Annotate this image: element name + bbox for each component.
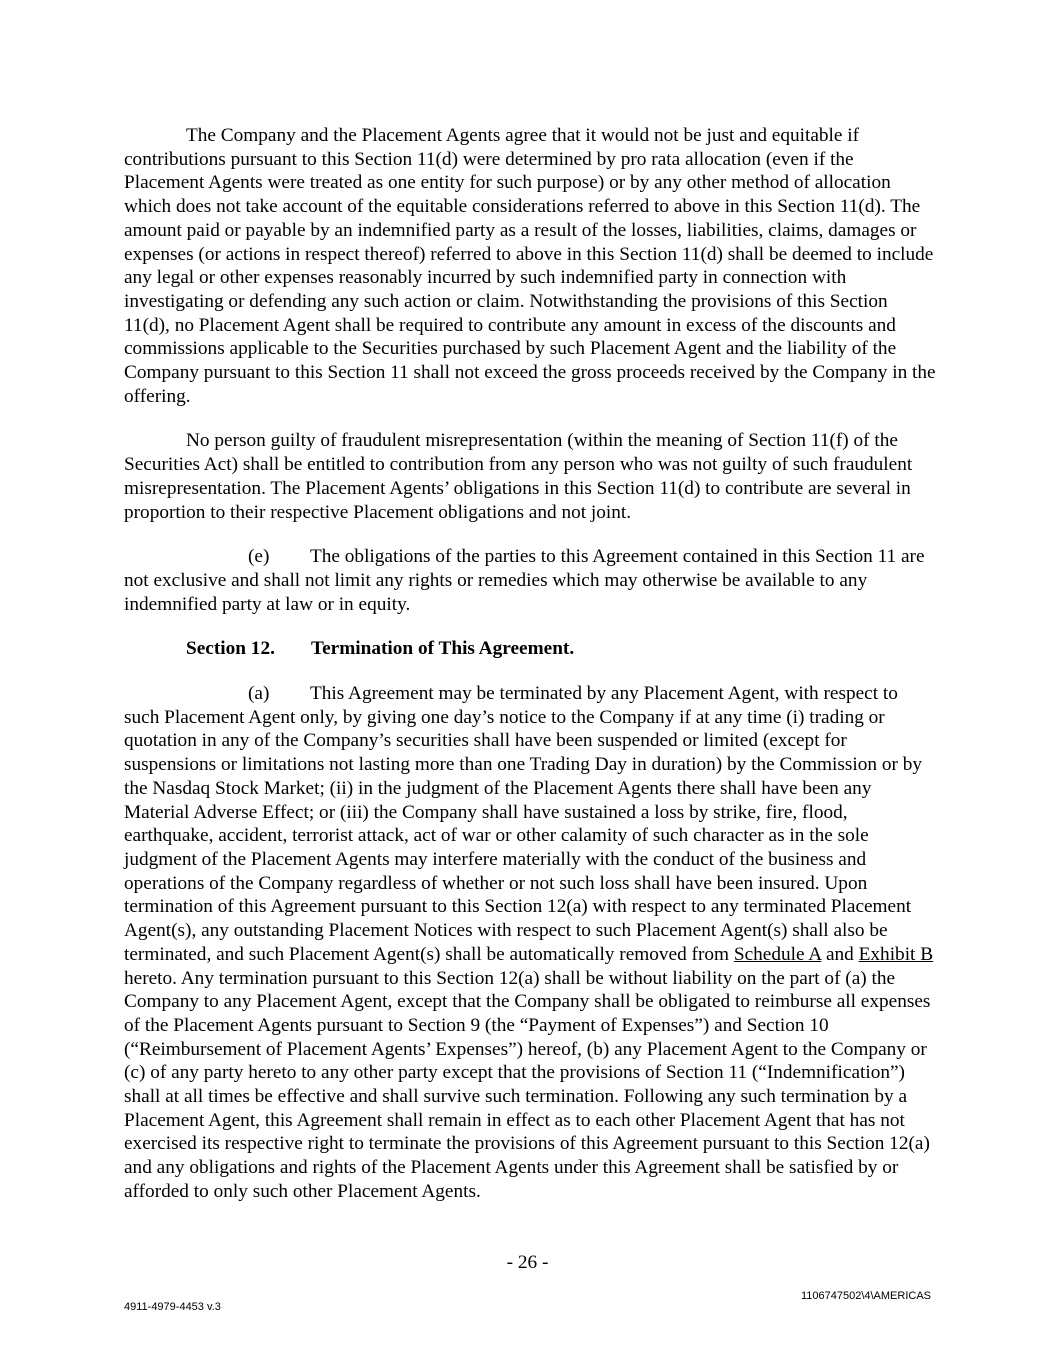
document-id-left: 4911-4979-4453 v.3 xyxy=(124,1301,221,1313)
document-id-right: 1106747502\4\AMERICAS xyxy=(800,1290,931,1302)
section-12-number: Section 12. xyxy=(186,638,275,660)
subsection-e-text: The obligations of the parties to this Agreement contained in this Section 11 are not exclusive and shall not limit any rights or remedies which may otherwise be available to any indemnified party at law or in equity. xyxy=(124,546,925,615)
schedule-a-reference: Schedule A xyxy=(733,943,822,965)
document-body xyxy=(124,124,936,1225)
exhibit-b-reference: Exhibit B xyxy=(858,943,934,965)
fraudulent-misrepresentation-paragraph: No person guilty of fraudulent misrepresentation (within the meaning of Section 11(f) of the Securities Act) shall be entitled to contribution from any person who was not guilty of such fraudulent misrepresentation. The Placement Agents’ obligations in this Section 11(d) to contribute are several in proportion to their respective Placement obligations and not joint. xyxy=(124,430,913,523)
section-12-title: Termination of This Agreement. xyxy=(311,638,575,660)
subsection-a-text-3: hereto. Any termination pursuant to this Section 12(a) shall be without liability on the part of (a) the Company to any Placement Agent, except that the Company shall be obligated to reimburse all expenses of the Placement Agents pursuant to Section 9 (the “Payment of Expenses”) and Section 10 (“Reimbursement of Placement Agents’ Expenses”) hereof, (b) any Placement Agent to the Company or (c) of any party hereto to any other party except that the provisions of Section 11 (“Indemnification”) shall at all times be effective and shall survive such termination. Following any such termination by a Placement Agent, this Agreement shall remain in effect as to each other Placement Agent that has not exercised its respective right to terminate the provisions of this Agreement pursuant to this Section 12(a) and any obligations and rights of the Placement Agents under this Agreement shall be satisfied by or afforded to only such other Placement Agents. xyxy=(124,967,931,1202)
section-12-heading xyxy=(124,637,936,661)
subsection-a-text-2: and xyxy=(821,943,859,965)
subsection-a-label: (a) xyxy=(248,683,270,705)
page-number: - 26 - xyxy=(506,1252,549,1273)
contribution-paragraph: The Company and the Placement Agents agree that it would not be just and equitable if contributions pursuant to this Section 11(d) were determined by pro rata allocation (even if the Placement Agents were treated as one entity for such purpose) or by any other method of allocation which does not take account of the equitable considerations referred to above in this Section 11(d). The amount paid or payable by an indemnified party as a result of the losses, liabilities, claims, damages or expenses (or actions in respect thereof) referred to above in this Section 11(d) shall be deemed to include any legal or other expenses reasonably incurred by such indemnified party in connection with investigating or defending any such action or claim. Notwithstanding the provisions of this Section 11(d), no Placement Agent shall be required to contribute any amount in excess of the discounts and commissions applicable to the Securities purchased by such Placement Agent and the liability of the Company pursuant to this Section 11 shall not exceed the gross proceeds received by the Company in the offering. xyxy=(124,125,936,407)
subsection-e-label: (e) xyxy=(248,546,270,568)
subsection-a-paragraph xyxy=(124,682,936,1203)
subsection-a-text-1: This Agreement may be terminated by any Placement Agent, with respect to such Placement Agent only, by giving one day’s notice to the Company if at any time (i) trading or quotation in any of the Company’s securities shall have been suspended or limited (except for suspensions or limitations not lasting more than one Trading Day in duration) by the Commission or by the Nasdaq Stock Market; (ii) in the judgment of the Placement Agents there shall have been any Material Adverse Effect; or (iii) the Company shall have sustained a loss by strike, fire, flood, earthquake, accident, terrorist attack, act of war or other calamity of such character as in the sole judgment of the Placement Agents may interfere materially with the conduct of the business and operations of the Company regardless of whether or not such loss shall have been insured. Upon termination of this Agreement pursuant to this Section 12(a) with respect to any terminated Placement Agent(s), any outstanding Placement Notices with respect to such Placement Agent(s) shall also be terminated, and such Placement Agent(s) shall be automatically removed from xyxy=(124,683,922,965)
subsection-e-paragraph xyxy=(124,545,936,616)
